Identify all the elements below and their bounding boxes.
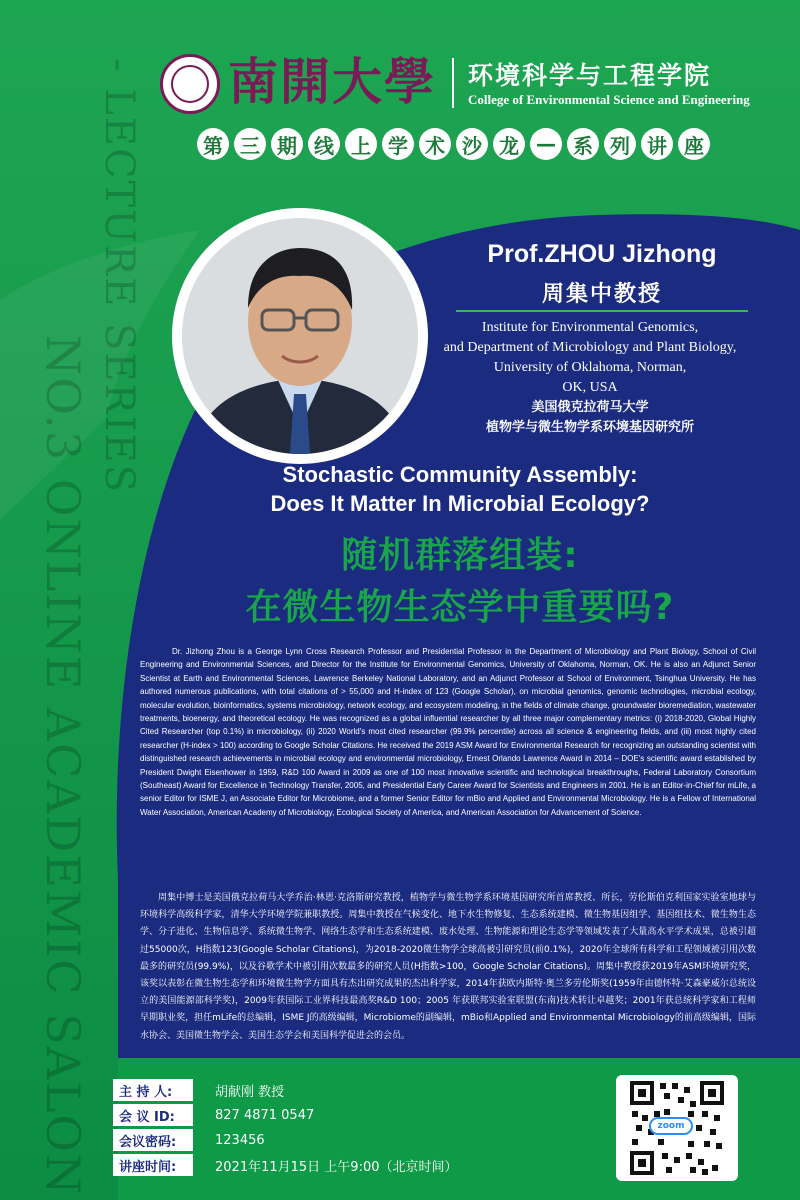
affiliation-line: Institute for Environmental Genomics, [481, 320, 699, 335]
meeting-id-label: 会 议 ID: [113, 1104, 193, 1126]
info-row-host [113, 1079, 284, 1101]
series-char: 龙 [493, 128, 525, 160]
speaker-name-en: Prof.ZHOU Jizhong [487, 240, 717, 268]
affiliation-line-cn: 植物学与微生物学系环境基因研究所 [485, 420, 694, 435]
password-value[interactable]: 123456 [215, 1132, 265, 1148]
talk-title-en [150, 460, 770, 518]
info-row-time [113, 1154, 458, 1176]
college-name-cn: 环境科学与工程学院 [468, 61, 712, 90]
series-char: 沙 [456, 128, 488, 160]
info-row-meeting-id [113, 1104, 314, 1126]
college-name-en: College of Environmental Science and Engineering [468, 92, 750, 107]
university-seal-icon [160, 54, 220, 114]
series-char: 期 [271, 128, 303, 160]
series-char: 上 [345, 128, 377, 160]
meeting-id-value[interactable]: 827 4871 0547 [215, 1107, 315, 1123]
affiliation-line: University of Oklahoma, Norman, [493, 360, 687, 375]
talk-title-cn [150, 530, 770, 634]
host-value: 胡献刚 教授 [215, 1084, 285, 1100]
talk-title-en-line: Stochastic Community Assembly: [282, 462, 638, 487]
zoom-logo-badge: zoom [649, 1117, 693, 1135]
time-label: 讲座时间: [113, 1154, 193, 1176]
series-char: — [530, 128, 562, 160]
series-char: 系 [567, 128, 599, 160]
speaker-portrait-icon [182, 218, 418, 454]
host-label: 主 持 人: [113, 1079, 193, 1101]
speaker-name-cn: 周集中教授 [541, 282, 662, 307]
series-char: 线 [308, 128, 340, 160]
series-char: 座 [678, 128, 710, 160]
time-value: 2021年11月15日 上午9:00（北京时间） [215, 1159, 458, 1175]
side-text-lecture: - LECTURE SERIES [96, 58, 142, 495]
side-text-series: NO.3 ONLINE ACADEMIC SALON [36, 335, 90, 1197]
talk-title-cn-line: 随机群落组装: [341, 535, 579, 576]
affiliation-line: OK, USA [562, 380, 618, 395]
affiliation-line: and Department of Microbiology and Plant Biology, [443, 340, 737, 355]
speaker-bio-cn: 周集中博士是美国俄克拉荷马大学乔治·林恩·克洛斯研究教授，植物学与微生物学系环境基因研究所首席教授、所长，劳伦斯伯克利国家实验室地球与环境科学高级科学家，清华大学环境学院兼职教授。周集中教授在气候变化、地下水生物修复、生态系统建模、微生物基因组学、基因组技术、微生物生态学、分子进化、生物信息学、系统微生物学、网络生态学和生态系统建模、废水处理、生物能源和理论生态学等领域发表了大量高水平学术成果，总被引超过55000次，H指数123(Google Scholar Citations)，为2018-2020微生物学全球高被引研究员(前0.1%)，2020年全球所有科学和工程领域被引用次数最多的研究员(99.9%)，以及谷歌学术中被引用次数最多的研究人员(H指数>100，Google Scholar Citations)。周集中教授获2019年ASM环境研究奖，该奖以表彰在微生物生态学和环境微生物学方面具有杰出研究成果的杰出科学家，2014年获欧内斯特·奥兰多劳伦斯奖(1959年由德怀特·艾森豪威尔总统设立的美国能源部科学奖)，2009年获国际工业界科技最高奖R&D 100；2005 年获联邦实验室联盟(东南)技术转让卓越奖；2001年获总统科学家和工程师早期职业奖，担任mLife的总编辑，ISME J的高级编辑，Microbiome的副编辑，mBio和Applied and Environmental Microbiology的前高级编辑，国际水协会、美国微生物学会、美国生态学会和美国科学促进会的会员。 [140, 893, 756, 1041]
speaker-divider [456, 310, 748, 312]
affiliation-line-cn: 美国俄克拉荷马大学 [531, 400, 649, 415]
series-char: 列 [604, 128, 636, 160]
info-row-password [113, 1129, 265, 1151]
talk-title-en-line: Does It Matter In Microbial Ecology? [270, 491, 650, 516]
speaker-bio-en: Dr. Jizhong Zhou is a George Lynn Cross Research Professor and Presidential Professor in the Department of Microbiology and Plant Biology, School of Civil Engineering and Environmental Sciences, and Director for the Institute for Environmental Genomics, University of Oklahoma, Norman, OK. He is also an Adjunct Senior Scientist at Earth and Environmental Sciences, Lawrence Berkeley National Laboratory, and an Adjunct Professor at School of Environment, Tsinghua University. He has authored numerous publications, with total citations of > 55,000 and H-index of 123 (Google Scholar), on microbial genomics, genomic technologies, microbial ecology, molecular evolution, bioinformatics, systems microbiology, network ecology, and ecosystem modeling, in the fields of climate change, groundwater bioremediation, wastewater treatments, bioenergy, and theoretical ecology. He was recognized as a global influential researcher by all three major complementary metrics: (i) 2018-2020, Global Highly Cited Researcher (top 0.1%) in microbiology, (ii) 2020 World's most cited researcher (99.9% percentile) across all science & engineering fields, and (iii) most highly cited researcher (H-index > 100) according to Google Scholar Citations. He received the 2019 ASM Award for Environmental Research for recognizing an outstanding scientist with distinguished research achievements in microbial ecology and environmental microbiology, Ernest Orlando Lawrence Award in 2014 – DOE's scientific award established by President Dwight Eisenhower in 1959, R&D 100 Award in 2009 as one of 100 most innovative scientific and technological breakthroughs, Federal Laboratory Consortium (Southeast) Award for Excellence in Technology Transfer, 2005, and Presidential Early Career Award for Scientists and Engineers in 2001. He is an Editor-in-Chief for mLife, a senior Editor for ISME J, an Associate Editor for Microbiome, and a former Senior Editor for mBio and Applied and Environmental Microbiology. He is a Fellow of International Water Association, American Academy of Microbiology, Ecological Society of America, and American Association for Advancement of Science. [140, 647, 756, 817]
speaker-affiliation [420, 318, 760, 438]
university-name: 南開大學 [228, 52, 436, 111]
series-char: 第 [197, 128, 229, 160]
talk-title-cn-line: 在微生物生态学中重要吗? [245, 587, 675, 628]
series-char: 学 [382, 128, 414, 160]
series-char: 三 [234, 128, 266, 160]
series-char: 讲 [641, 128, 673, 160]
speaker-photo [172, 208, 428, 464]
logo-divider [452, 58, 454, 108]
series-char: 术 [419, 128, 451, 160]
series-title [197, 128, 710, 160]
password-label: 会议密码: [113, 1129, 193, 1151]
